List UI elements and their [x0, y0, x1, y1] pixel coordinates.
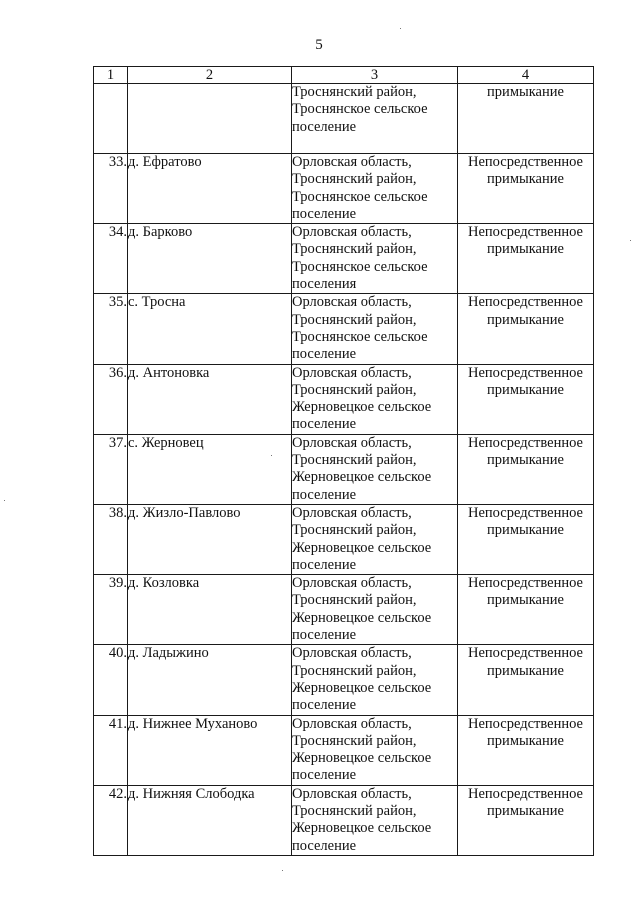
address-line: Орловская область, [292, 785, 412, 802]
address-line: Троснянское сельское [292, 101, 428, 118]
address-line: Орловская область, [292, 715, 412, 732]
settlement-address [292, 785, 458, 855]
junction-type-line: примыкание [487, 662, 564, 679]
settlement-name: д. Нижняя Слободка [128, 785, 292, 855]
address-line: поселение [292, 837, 357, 854]
junction-type-line: примыкание [487, 241, 564, 258]
address-line: Жерновецкое сельское [292, 820, 432, 837]
junction-type-line: Непосредственное [468, 434, 583, 451]
address-line: Жерновецкое сельское [292, 750, 432, 767]
table-row-continuation [94, 84, 594, 154]
table-row [94, 224, 594, 294]
address-line: Троснянское сельское [292, 188, 428, 205]
address-line: Троснянский район, [292, 381, 417, 398]
address-line: Орловская область, [292, 364, 412, 381]
junction-type-line: примыкание [487, 84, 564, 100]
address-line: поселение [292, 627, 357, 644]
junction-type [458, 84, 594, 154]
address-line: Троснянский район, [292, 84, 417, 100]
settlement-address [292, 434, 458, 504]
junction-type-line: Непосредственное [468, 224, 583, 241]
address-line: Жерновецкое сельское [292, 679, 432, 696]
settlement-address [292, 224, 458, 294]
address-line: Жерновецкое сельское [292, 539, 432, 556]
scan-speck [630, 240, 631, 241]
junction-type-line: Непосредственное [468, 504, 583, 521]
row-number: 36. [94, 364, 128, 434]
table-row [94, 364, 594, 434]
address-line: Орловская область, [292, 575, 412, 592]
address-line: Троснянский район, [292, 171, 417, 188]
junction-type-line: примыкание [487, 452, 564, 469]
row-number: 39. [94, 575, 128, 645]
address-line: Орловская область, [292, 645, 412, 662]
settlement-name: д. Ладыжино [128, 645, 292, 715]
junction-type-line: Непосредственное [468, 785, 583, 802]
junction-type [458, 715, 594, 785]
address-line: Жерновецкое сельское [292, 469, 432, 486]
table-body [94, 84, 594, 856]
address-line: Троснянский район, [292, 732, 417, 749]
settlement-name: с. Жерновец [128, 434, 292, 504]
junction-type [458, 575, 594, 645]
address-line: Троснянский район, [292, 662, 417, 679]
settlement-address [292, 154, 458, 224]
settlement-name: д. Антоновка [128, 364, 292, 434]
address-line: Орловская область, [292, 224, 412, 241]
junction-type-line: Непосредственное [468, 575, 583, 592]
address-line: поселение [292, 556, 357, 573]
address-line: Троснянское сельское [292, 258, 428, 275]
address-line: Орловская область, [292, 434, 412, 451]
junction-type-line: примыкание [487, 381, 564, 398]
junction-type [458, 785, 594, 855]
settlement-name: д. Барково [128, 224, 292, 294]
junction-type [458, 154, 594, 224]
settlement-name: д. Жизло-Павлово [128, 504, 292, 574]
address-line: поселение [292, 767, 357, 784]
header-cell-4: 4 [458, 67, 594, 84]
address-line: Орловская область, [292, 504, 412, 521]
row-number: 35. [94, 294, 128, 364]
address-line: поселение [292, 118, 357, 135]
junction-type-line: Непосредственное [468, 715, 583, 732]
header-cell-1: 1 [94, 67, 128, 84]
row-number: 33. [94, 154, 128, 224]
junction-type [458, 294, 594, 364]
address-line: Орловская область, [292, 294, 412, 311]
header-row [94, 67, 594, 84]
address-line: поселение [292, 416, 357, 433]
address-line: Троснянский район, [292, 311, 417, 328]
scan-speck [282, 870, 283, 871]
settlement-name: с. Тросна [128, 294, 292, 364]
junction-type-line: Непосредственное [468, 294, 583, 311]
address-line: поселение [292, 697, 357, 714]
settlement-address [292, 575, 458, 645]
address-line: Троснянский район, [292, 522, 417, 539]
address-line: поселение [292, 486, 357, 503]
junction-type [458, 504, 594, 574]
junction-type-line: примыкание [487, 171, 564, 188]
junction-type [458, 434, 594, 504]
row-number: 38. [94, 504, 128, 574]
junction-type-line: примыкание [487, 522, 564, 539]
junction-type-line: Непосредственное [468, 154, 583, 170]
page-number: 5 [315, 37, 323, 53]
header-cell-2: 2 [128, 67, 292, 84]
table-row [94, 715, 594, 785]
junction-type [458, 645, 594, 715]
settlement-address [292, 364, 458, 434]
settlement-address [292, 645, 458, 715]
settlement-address [292, 294, 458, 364]
address-line: Троснянское сельское [292, 328, 428, 345]
address-line: Троснянский район, [292, 592, 417, 609]
scan-speck [400, 28, 401, 29]
table-row [94, 294, 594, 364]
row-number: 42. [94, 785, 128, 855]
junction-type-line: примыкание [487, 732, 564, 749]
scan-speck [271, 455, 272, 456]
table-row [94, 504, 594, 574]
settlement-address [292, 715, 458, 785]
row-number: 37. [94, 434, 128, 504]
settlement-name: д. Козловка [128, 575, 292, 645]
junction-type-line: Непосредственное [468, 364, 583, 381]
table-row [94, 154, 594, 224]
address-line: Жерновецкое сельское [292, 609, 432, 626]
address-line: Троснянский район, [292, 241, 417, 258]
row-number: 41. [94, 715, 128, 785]
row-number [94, 84, 128, 154]
row-number: 34. [94, 224, 128, 294]
address-line: поселения [292, 276, 357, 293]
address-line: поселение [292, 205, 357, 222]
address-line: Троснянский район, [292, 452, 417, 469]
settlements-table [93, 66, 594, 856]
table-row [94, 575, 594, 645]
settlement-name [128, 84, 292, 154]
address-line: Орловская область, [292, 154, 412, 170]
settlement-name: д. Ефратово [128, 154, 292, 224]
settlement-name: д. Нижнее Муханово [128, 715, 292, 785]
junction-type-line: Непосредственное [468, 645, 583, 662]
settlement-address [292, 504, 458, 574]
table-row [94, 434, 594, 504]
table-row [94, 645, 594, 715]
row-number: 40. [94, 645, 128, 715]
scan-speck [4, 500, 5, 501]
settlement-address [292, 84, 458, 154]
junction-type [458, 364, 594, 434]
header-cell-3: 3 [292, 67, 458, 84]
junction-type-line: примыкание [487, 802, 564, 819]
address-line: Троснянский район, [292, 802, 417, 819]
junction-type-line: примыкание [487, 311, 564, 328]
table-row [94, 785, 594, 855]
address-line: поселение [292, 346, 357, 363]
address-line: Жерновецкое сельское [292, 399, 432, 416]
junction-type [458, 224, 594, 294]
junction-type-line: примыкание [487, 592, 564, 609]
